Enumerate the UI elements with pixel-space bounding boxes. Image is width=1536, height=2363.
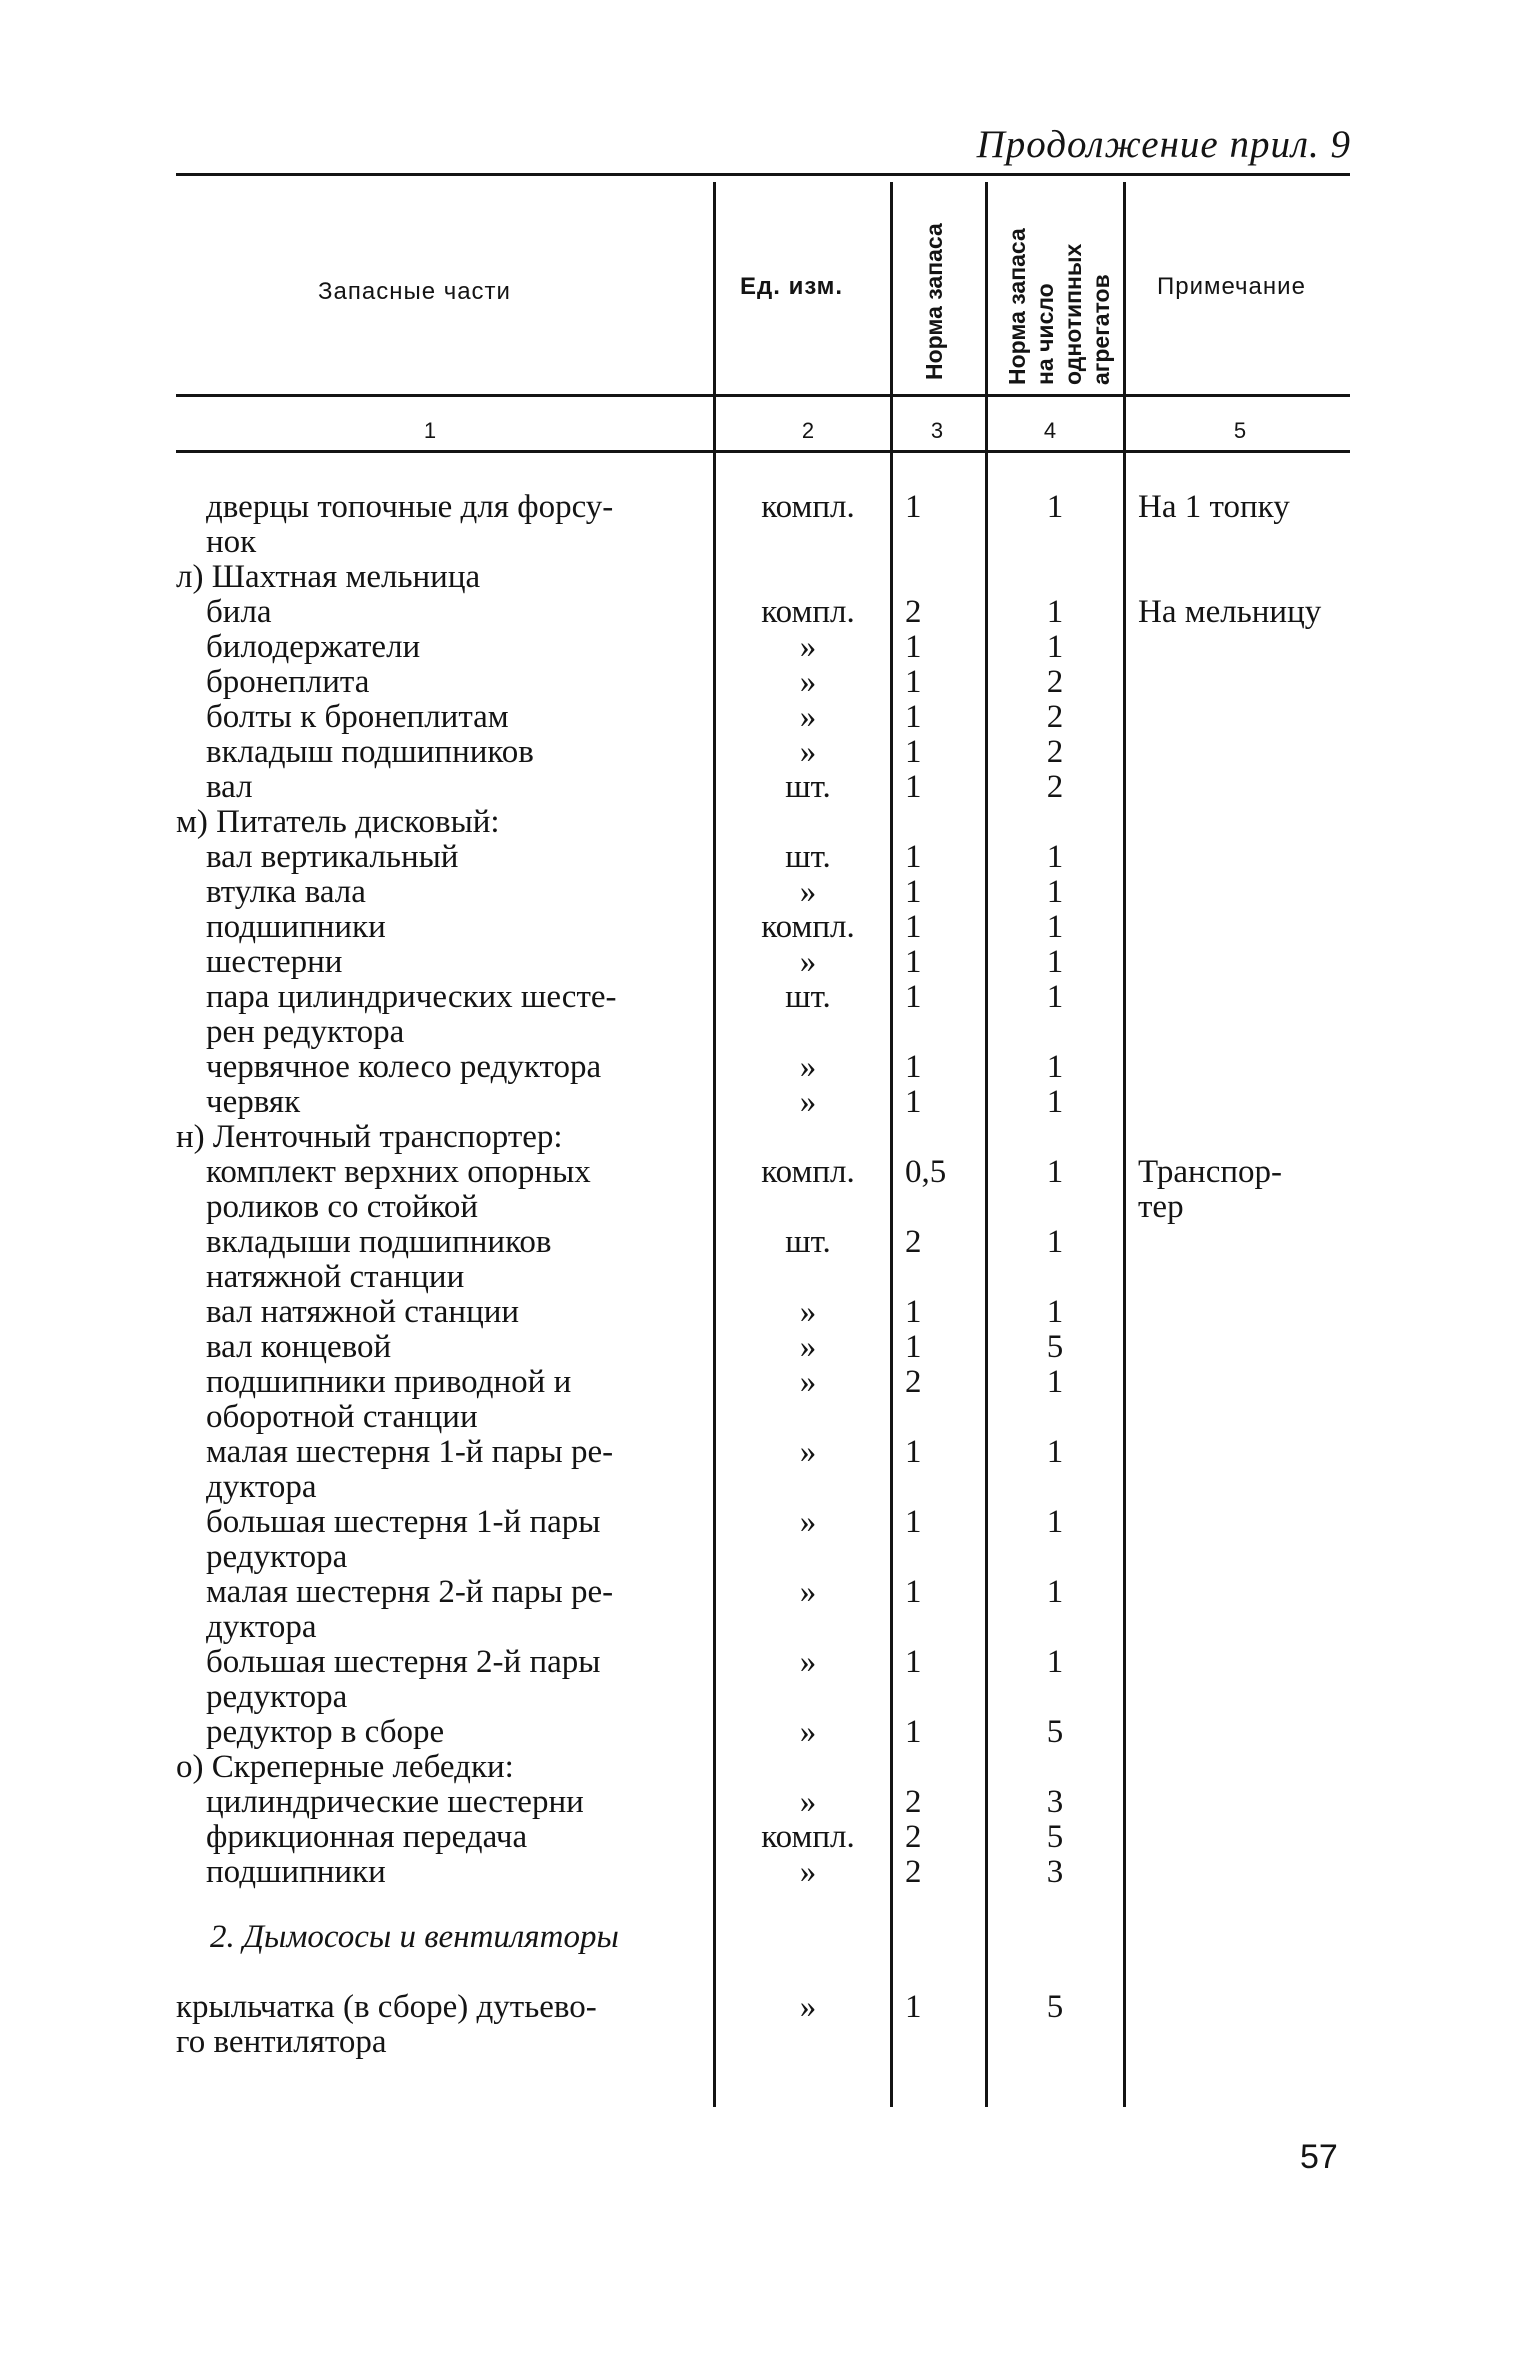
norm-cell: 1	[905, 664, 922, 700]
colnum-5: 5	[1233, 418, 1247, 443]
norm-cell: 1	[905, 1084, 922, 1120]
part-name	[206, 1225, 726, 1295]
unit-cell: компл.	[761, 1154, 855, 1190]
header-col4-line1: Норма запаса	[1004, 228, 1030, 385]
header-col4-line4: агрегатов	[1088, 274, 1114, 385]
unit-cell: »	[799, 1049, 817, 1085]
norm-group-cell: 1	[1046, 1154, 1064, 1190]
part-name-line: цилиндрические шестерни	[206, 1784, 584, 1820]
norm-group-cell: 2	[1046, 699, 1064, 735]
part-name-line: роликов со стойкой	[206, 1189, 479, 1225]
norm-cell: 1	[905, 769, 922, 805]
col-divider-2	[890, 182, 893, 2107]
note-cell	[1138, 595, 1368, 630]
norm-group-cell: 5	[1046, 1819, 1064, 1855]
part-name-line: большая шестерня 1-й пары	[206, 1504, 601, 1540]
unit-cell: »	[799, 1294, 817, 1330]
part-name-line: рен редуктора	[206, 1014, 405, 1050]
note-line: тер	[1138, 1189, 1184, 1225]
part-name	[206, 490, 726, 560]
part-name	[176, 805, 696, 840]
colnum-4: 4	[1043, 418, 1057, 443]
part-name	[206, 875, 726, 910]
norm-group-cell: 1	[1046, 594, 1064, 630]
unit-cell: »	[799, 664, 817, 700]
norm-cell: 2	[905, 1364, 922, 1400]
part-name	[206, 945, 726, 980]
part-name	[206, 840, 726, 875]
unit-cell: »	[799, 874, 817, 910]
note-cell	[1138, 490, 1368, 525]
part-name	[206, 665, 726, 700]
note-line: На 1 топку	[1138, 489, 1290, 525]
part-name	[206, 1820, 726, 1855]
part-name	[176, 1120, 696, 1155]
unit-cell: »	[799, 1989, 817, 2025]
norm-group-cell: 1	[1046, 1364, 1064, 1400]
part-name-line: дуктора	[206, 1609, 317, 1645]
unit-cell: »	[799, 1574, 817, 1610]
page-number: 57	[1300, 2138, 1338, 2176]
part-name	[206, 1155, 726, 1225]
header-bottom-rule	[176, 394, 1350, 397]
norm-cell: 1	[905, 1574, 922, 1610]
part-name-line: вал концевой	[206, 1329, 392, 1365]
note-cell	[1138, 1155, 1368, 1225]
part-name-line: дуктора	[206, 1469, 317, 1505]
norm-group-cell: 5	[1046, 1989, 1064, 2025]
unit-cell: »	[799, 1644, 817, 1680]
part-name-line: нок	[206, 524, 257, 560]
norm-group-cell: 3	[1046, 1854, 1064, 1890]
unit-cell: »	[799, 1714, 817, 1750]
colnum-2: 2	[801, 418, 815, 443]
norm-cell: 1	[905, 734, 922, 770]
part-name	[206, 1330, 726, 1365]
continuation-heading: Продолжение прил. 9	[976, 123, 1351, 166]
part-name	[206, 1085, 726, 1120]
norm-group-cell: 2	[1046, 734, 1064, 770]
unit-cell: »	[799, 1504, 817, 1540]
part-name-line: вал вертикальный	[206, 839, 459, 875]
part-name	[206, 770, 726, 805]
part-name	[206, 1575, 726, 1645]
norm-group-cell: 1	[1046, 629, 1064, 665]
norm-group-cell: 1	[1046, 909, 1064, 945]
colnum-1: 1	[423, 418, 437, 443]
part-name	[206, 1785, 726, 1820]
colnum-3: 3	[930, 418, 944, 443]
part-name-line: шестерни	[206, 944, 343, 980]
norm-group-cell: 3	[1046, 1784, 1064, 1820]
norm-cell: 1	[905, 1434, 922, 1470]
norm-group-cell: 1	[1046, 1574, 1064, 1610]
part-name	[206, 595, 726, 630]
unit-cell: шт.	[785, 1224, 831, 1260]
norm-cell: 1	[905, 1049, 922, 1085]
part-name-line: червяк	[206, 1084, 301, 1120]
norm-cell: 1	[905, 874, 922, 910]
header-col3: Норма запаса	[921, 223, 947, 380]
part-name-line: бронеплита	[206, 664, 370, 700]
part-name-line: редуктора	[206, 1539, 348, 1575]
part-name-line: л) Шахтная мельница	[176, 559, 481, 595]
unit-cell: »	[799, 1329, 817, 1365]
unit-cell: шт.	[785, 839, 831, 875]
norm-cell: 2	[905, 1854, 922, 1890]
norm-cell: 2	[905, 594, 922, 630]
norm-cell: 2	[905, 1819, 922, 1855]
col-divider-3	[985, 182, 988, 2107]
norm-group-cell: 2	[1046, 769, 1064, 805]
unit-cell: »	[799, 1854, 817, 1890]
header-col5: Примечание	[1157, 273, 1306, 300]
norm-group-cell: 1	[1046, 1049, 1064, 1085]
part-name	[176, 1750, 696, 1785]
part-name-line: м) Питатель дисковый:	[176, 804, 500, 840]
header-col4-line3: однотипных	[1060, 243, 1086, 385]
norm-group-cell: 1	[1046, 1294, 1064, 1330]
unit-cell: »	[799, 1084, 817, 1120]
part-name	[206, 700, 726, 735]
part-name	[206, 1505, 726, 1575]
unit-cell: »	[799, 1364, 817, 1400]
part-name	[206, 980, 726, 1050]
norm-group-cell: 1	[1046, 1224, 1064, 1260]
part-name	[206, 1855, 726, 1890]
norm-cell: 1	[905, 839, 922, 875]
norm-cell: 1	[905, 489, 922, 525]
colnum-bottom-rule	[176, 450, 1350, 453]
unit-cell: »	[799, 734, 817, 770]
part-name-line: 2. Дымососы и вентиляторы	[210, 1919, 619, 1955]
norm-group-cell: 5	[1046, 1714, 1064, 1750]
norm-group-cell: 1	[1046, 1084, 1064, 1120]
norm-group-cell: 5	[1046, 1329, 1064, 1365]
part-name	[206, 1435, 726, 1505]
norm-group-cell: 1	[1046, 979, 1064, 1015]
norm-group-cell: 1	[1046, 839, 1064, 875]
part-name-line: оборотной станции	[206, 1399, 478, 1435]
norm-cell: 1	[905, 1329, 922, 1365]
norm-group-cell: 1	[1046, 489, 1064, 525]
part-name-line: болты к бронеплитам	[206, 699, 509, 735]
unit-cell: компл.	[761, 909, 855, 945]
norm-group-cell: 1	[1046, 1504, 1064, 1540]
part-name	[206, 910, 726, 945]
part-name-line: комплект верхних опорных	[206, 1154, 591, 1190]
unit-cell: »	[799, 1784, 817, 1820]
part-name-line: вкладыш подшипников	[206, 734, 534, 770]
part-name-line: вкладыши подшипников	[206, 1224, 552, 1260]
part-name-line: малая шестерня 2-й пары ре-	[206, 1574, 614, 1610]
part-name	[206, 1365, 726, 1435]
table-top-rule	[176, 173, 1350, 176]
part-name-line: крыльчатка (в сборе) дутьево-	[176, 1989, 597, 2025]
part-name-line: н) Ленточный транспортер:	[176, 1119, 563, 1155]
part-name-line: вал	[206, 769, 253, 805]
norm-cell: 0,5	[905, 1154, 947, 1190]
part-name-line: редуктора	[206, 1679, 348, 1715]
part-name-line: большая шестерня 2-й пары	[206, 1644, 601, 1680]
header-col2: Ед. изм.	[740, 273, 844, 300]
norm-cell: 1	[905, 1294, 922, 1330]
norm-cell: 2	[905, 1224, 922, 1260]
part-name-line: подшипники приводной и	[206, 1364, 572, 1400]
norm-group-cell: 2	[1046, 664, 1064, 700]
part-name-line: о) Скреперные лебедки:	[176, 1749, 514, 1785]
part-name-line: билодержатели	[206, 629, 421, 665]
part-name-line: го вентилятора	[176, 2024, 387, 2060]
unit-cell: компл.	[761, 489, 855, 525]
norm-cell: 1	[905, 699, 922, 735]
part-name	[210, 1920, 730, 1955]
norm-cell: 1	[905, 1714, 922, 1750]
part-name	[176, 1990, 696, 2060]
part-name-line: червячное колесо редуктора	[206, 1049, 602, 1085]
part-name-line: втулка вала	[206, 874, 366, 910]
unit-cell: шт.	[785, 979, 831, 1015]
unit-cell: шт.	[785, 769, 831, 805]
part-name	[206, 1050, 726, 1085]
part-name-line: фрикционная передача	[206, 1819, 528, 1855]
part-name	[206, 1715, 726, 1750]
norm-cell: 1	[905, 909, 922, 945]
part-name-line: малая шестерня 1-й пары ре-	[206, 1434, 614, 1470]
part-name	[206, 1295, 726, 1330]
part-name	[206, 735, 726, 770]
part-name-line: подшипники	[206, 1854, 386, 1890]
unit-cell: компл.	[761, 1819, 855, 1855]
part-name	[176, 560, 696, 595]
part-name-line: натяжной станции	[206, 1259, 465, 1295]
header-col1: Запасные части	[318, 278, 511, 305]
note-line: Транспор-	[1138, 1154, 1283, 1190]
norm-cell: 1	[905, 944, 922, 980]
col-divider-4	[1123, 182, 1126, 2107]
norm-group-cell: 1	[1046, 1434, 1064, 1470]
unit-cell: »	[799, 629, 817, 665]
part-name-line: вал натяжной станции	[206, 1294, 520, 1330]
norm-cell: 1	[905, 629, 922, 665]
unit-cell: »	[799, 1434, 817, 1470]
part-name	[206, 1645, 726, 1715]
norm-cell: 1	[905, 1989, 922, 2025]
note-line: На мельницу	[1138, 594, 1322, 630]
norm-cell: 2	[905, 1784, 922, 1820]
part-name-line: редуктор в сборе	[206, 1714, 445, 1750]
part-name-line: била	[206, 594, 272, 630]
header-col4-line2: на число	[1032, 283, 1058, 385]
unit-cell: компл.	[761, 594, 855, 630]
header-col4	[1003, 228, 1115, 385]
unit-cell: »	[799, 699, 817, 735]
norm-group-cell: 1	[1046, 1644, 1064, 1680]
norm-cell: 1	[905, 1504, 922, 1540]
part-name-line: дверцы топочные для форсу-	[206, 489, 614, 525]
unit-cell: »	[799, 944, 817, 980]
norm-group-cell: 1	[1046, 944, 1064, 980]
norm-cell: 1	[905, 1644, 922, 1680]
norm-cell: 1	[905, 979, 922, 1015]
part-name-line: пара цилиндрических шесте-	[206, 979, 617, 1015]
part-name-line: подшипники	[206, 909, 386, 945]
part-name	[206, 630, 726, 665]
norm-group-cell: 1	[1046, 874, 1064, 910]
